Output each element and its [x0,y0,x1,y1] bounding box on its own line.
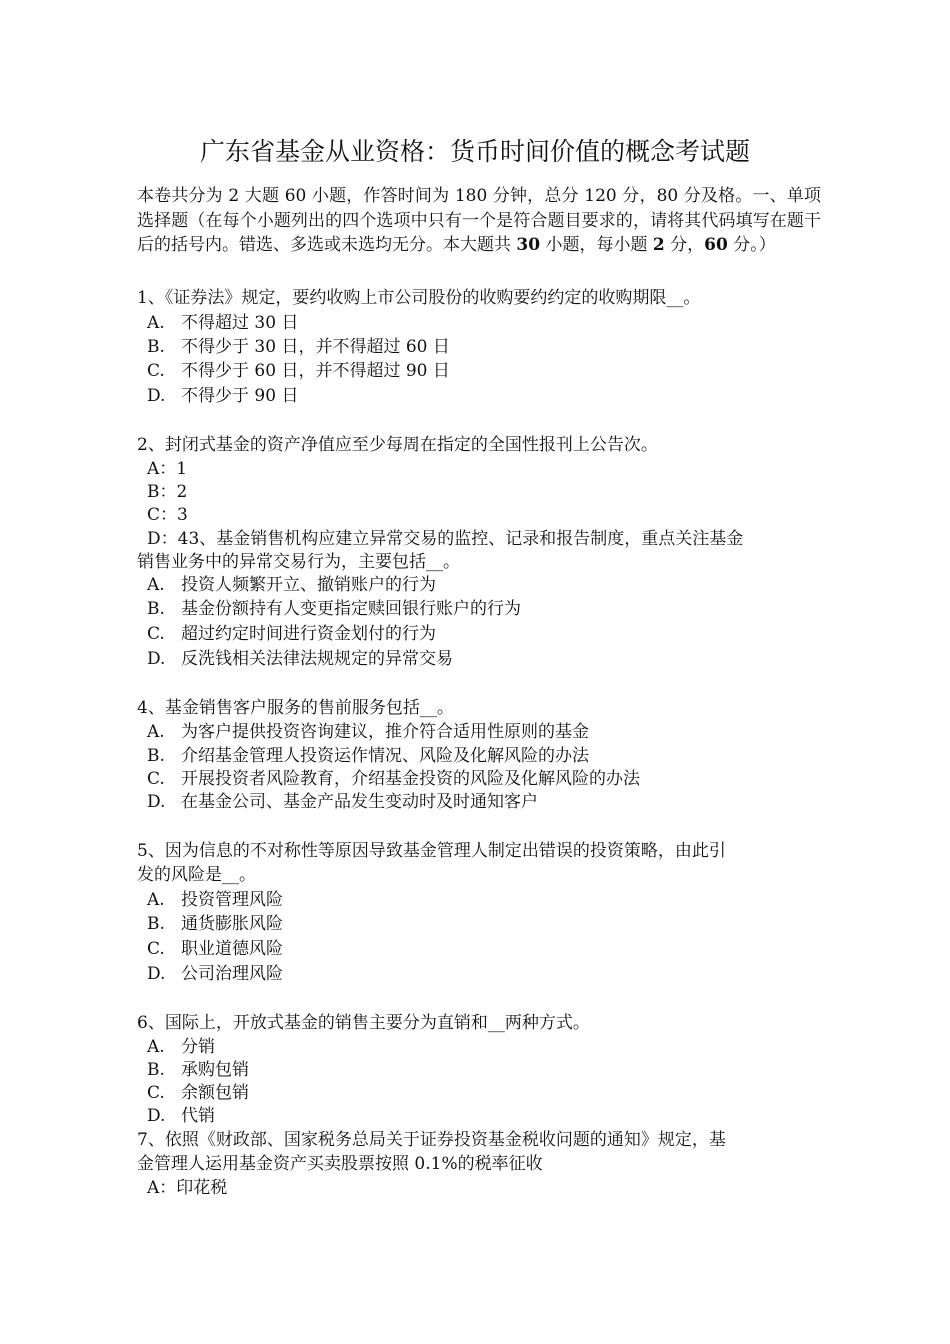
option-letter: D. [147,386,166,406]
question-7-option-a: A：印花税 [147,1178,228,1198]
option-letter: C. [147,939,165,959]
question-3-option-d [147,647,837,671]
question-5-option-c [147,937,837,961]
question-5-option-a [147,888,837,912]
question-6-option-b [147,1058,837,1082]
question-3-option-a [147,573,837,597]
question-2-option-b: B：2 [147,482,188,502]
option-text: 基金份额持有人变更指定赎回银行账户的行为 [181,599,521,619]
option-letter: A. [147,890,165,910]
option-text: 公司治理风险 [181,964,283,984]
option-letter: B. [147,914,165,934]
option-text: 余额包销 [181,1083,249,1103]
instructions-text: 本卷共分为 2 大题 60 小题，作答时间为 180 分钟，总分 120 分，80 分及格。一、单项选择题（在每个小题列出的四个选项中只有一个是符合题目要求的，请将其代码填写在题干后的括号内。错选、多选或未选均无分。本大题共 [137,186,821,255]
question-3-option-c [147,622,837,646]
option-letter: C. [147,769,165,789]
instructions-text-4: 分。） [727,235,776,255]
question-4-option-c [147,767,837,791]
option-text: 为客户提供投资咨询建议，推介符合适用性原则的基金 [181,722,589,742]
option-text: 代销 [181,1106,215,1126]
document-title: 广东省基金从业资格：货币时间价值的概念考试题 [199,137,750,166]
option-letter: B. [147,746,165,766]
option-letter: B. [147,1060,165,1080]
question-1-option-b [147,335,837,359]
option-text: 通货膨胀风险 [181,914,283,934]
option-letter: D. [147,649,166,669]
option-letter: C. [147,1083,165,1103]
exam-instructions [137,184,821,258]
option-text: 职业道德风险 [181,939,283,959]
question-5-option-d [147,962,837,986]
option-letter: B. [147,337,165,357]
option-letter: D. [147,792,166,812]
option-text: 在基金公司、基金产品发生变动时及时通知客户 [181,792,538,812]
question-3-stem-continued: 销售业务中的异常交易行为，主要包括__。 [137,552,460,572]
option-text: 分销 [181,1037,215,1057]
question-7-stem: 7、依照《财政部、国家税务总局关于证券投资基金税收问题的通知》规定，基 [137,1130,726,1150]
option-letter: A. [147,313,165,333]
question-3-option-b [147,597,837,621]
question-4-option-a [147,720,837,744]
instructions-text-2: 小题，每小题 [540,235,653,255]
option-letter: C. [147,361,165,381]
option-text: 反洗钱相关法律法规规定的异常交易 [181,649,453,669]
option-letter: A. [147,1037,165,1057]
option-text: 介绍基金管理人投资运作情况、风险及化解风险的办法 [181,746,589,766]
question-2-option-c: C：3 [147,505,188,525]
question-6-option-d [147,1104,837,1128]
section-total-points: 60 [704,235,728,255]
option-letter: C. [147,624,165,644]
question-7-stem-continued: 金管理人运用基金资产买卖股票按照 0.1%的税率征收 [137,1154,543,1174]
option-text: 承购包销 [181,1060,249,1080]
question-2-option-a: A：1 [147,459,188,479]
question-1-stem: 1、《证券法》规定，要约收购上市公司股份的收购要约约定的收购期限__。 [137,288,701,308]
question-1-option-c [147,359,837,383]
question-5-stem-continued: 发的风险是__。 [137,865,256,885]
option-letter: D. [147,964,166,984]
question-6-option-c [147,1081,837,1105]
question-6-stem: 6、国际上，开放式基金的销售主要分为直销和__两种方式。 [137,1013,590,1033]
option-letter: B. [147,599,165,619]
option-text: 不得少于 30 日，并不得超过 60 日 [181,337,450,357]
option-letter: A. [147,722,165,742]
option-text: 超过约定时间进行资金划付的行为 [181,624,436,644]
question-6-option-a [147,1035,837,1059]
question-1-option-d [147,384,837,408]
instructions-text-3: 分， [664,235,705,255]
question-5-option-b [147,912,837,936]
option-text: 投资人频繁开立、撤销账户的行为 [181,575,436,595]
question-4-option-d [147,790,837,814]
question-5-stem: 5、因为信息的不对称性等原因导致基金管理人制定出错误的投资策略，由此引 [137,841,726,861]
question-4-option-b [147,744,837,768]
option-text: 不得少于 60 日，并不得超过 90 日 [181,361,450,381]
question-2-option-d: D：43、基金销售机构应建立异常交易的监控、记录和报告制度，重点关注基金 [147,529,744,549]
option-text: 不得超过 30 日 [181,313,299,333]
option-text: 开展投资者风险教育，介绍基金投资的风险及化解风险的办法 [181,769,640,789]
question-1-option-a [147,311,837,335]
question-4-stem: 4、基金销售客户服务的售前服务包括__。 [137,698,454,718]
points-per-question: 2 [652,235,665,255]
option-letter: A. [147,575,165,595]
question-count: 30 [516,235,541,255]
option-letter: D. [147,1106,166,1126]
option-text: 不得少于 90 日 [181,386,299,406]
option-text: 投资管理风险 [181,890,283,910]
question-2-stem: 2、封闭式基金的资产净值应至少每周在指定的全国性报刊上公告次。 [137,435,658,455]
